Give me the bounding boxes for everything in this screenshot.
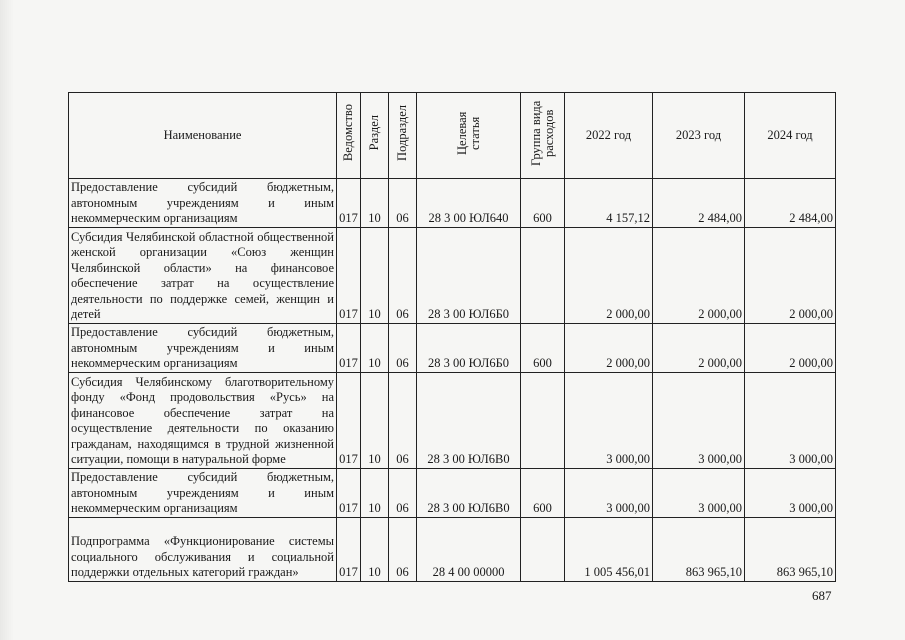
row-2024: 3 000,00 [745,468,836,517]
row-name: Предоставление субсидий бюджетным, автономным учреждениям и иным некоммерческим организациям [69,178,337,227]
header-vedomstvo: Ведомство [337,93,361,179]
page-number: 687 [812,588,832,603]
row-2022: 3 000,00 [565,468,653,517]
row-statya: 28 3 00 ЮЛ6Б0 [417,323,521,372]
row-podrazdel: 06 [389,372,417,468]
row-2023: 3 000,00 [653,468,745,517]
header-2023: 2023 год [653,93,745,179]
row-podrazdel: 06 [389,468,417,517]
row-gruppa: 600 [521,323,565,372]
row-gruppa: 600 [521,178,565,227]
header-podrazdel: Подраздел [389,93,417,179]
row-podrazdel: 06 [389,517,417,581]
row-gruppa [521,372,565,468]
row-2024: 2 000,00 [745,227,836,323]
row-statya: 28 3 00 ЮЛ640 [417,178,521,227]
row-2023: 3 000,00 [653,372,745,468]
row-2023: 2 484,00 [653,178,745,227]
row-podrazdel: 06 [389,178,417,227]
row-razdel: 10 [361,323,389,372]
header-tselevaya-statya: Целевая статья [417,93,521,179]
row-2024: 2 000,00 [745,323,836,372]
table-row [69,468,836,517]
row-2023: 2 000,00 [653,227,745,323]
table-row [69,372,836,468]
row-razdel: 10 [361,468,389,517]
table-header-row [69,93,836,179]
row-2024: 863 965,10 [745,517,836,581]
row-razdel: 10 [361,372,389,468]
row-razdel: 10 [361,517,389,581]
row-podrazdel: 06 [389,227,417,323]
row-statya: 28 4 00 00000 [417,517,521,581]
row-vedomstvo: 017 [337,517,361,581]
row-podrazdel: 06 [389,323,417,372]
row-vedomstvo: 017 [337,323,361,372]
row-2022: 2 000,00 [565,323,653,372]
row-vedomstvo: 017 [337,227,361,323]
row-2023: 2 000,00 [653,323,745,372]
table-row [69,323,836,372]
row-statya: 28 3 00 ЮЛ6В0 [417,468,521,517]
row-2022: 2 000,00 [565,227,653,323]
row-2022: 1 005 456,01 [565,517,653,581]
row-statya: 28 3 00 ЮЛ6В0 [417,372,521,468]
row-razdel: 10 [361,227,389,323]
table-row [69,227,836,323]
row-vedomstvo: 017 [337,178,361,227]
row-statya: 28 3 00 ЮЛ6Б0 [417,227,521,323]
row-2024: 2 484,00 [745,178,836,227]
header-razdel: Раздел [361,93,389,179]
row-2022: 4 157,12 [565,178,653,227]
row-name: Субсидия Челябинской областной общественной женской организации «Союз женщин Челябинской области» на финансовое обеспечение затрат на осуществление деятельности по поддержке семей, женщин и детей [69,227,337,323]
page-edge [0,0,14,640]
row-vedomstvo: 017 [337,372,361,468]
row-razdel: 10 [361,178,389,227]
row-2022: 3 000,00 [565,372,653,468]
row-name: Предоставление субсидий бюджетным, автономным учреждениям и иным некоммерческим организациям [69,323,337,372]
header-2022: 2022 год [565,93,653,179]
row-name: Предоставление субсидий бюджетным, автономным учреждениям и иным некоммерческим организациям [69,468,337,517]
row-name: Подпрограмма «Функционирование системы социального обслуживания и социальной поддержки отдельных категорий граждан» [69,517,337,581]
row-2023: 863 965,10 [653,517,745,581]
row-name: Субсидия Челябинскому благотворительному фонду «Фонд продовольствия «Русь» на финансовое обеспечение затрат на осуществление деятельности по оказанию гражданам, находящимся в трудной жизненной ситуации, помощи в натуральной форме [69,372,337,468]
header-gruppa: Группа вида расходов [521,93,565,179]
table-row [69,178,836,227]
row-vedomstvo: 017 [337,468,361,517]
budget-table [68,92,836,582]
header-name: Наименование [69,93,337,179]
row-gruppa [521,227,565,323]
row-2024: 3 000,00 [745,372,836,468]
header-2024: 2024 год [745,93,836,179]
row-gruppa: 600 [521,468,565,517]
row-gruppa [521,517,565,581]
table-row [69,517,836,581]
